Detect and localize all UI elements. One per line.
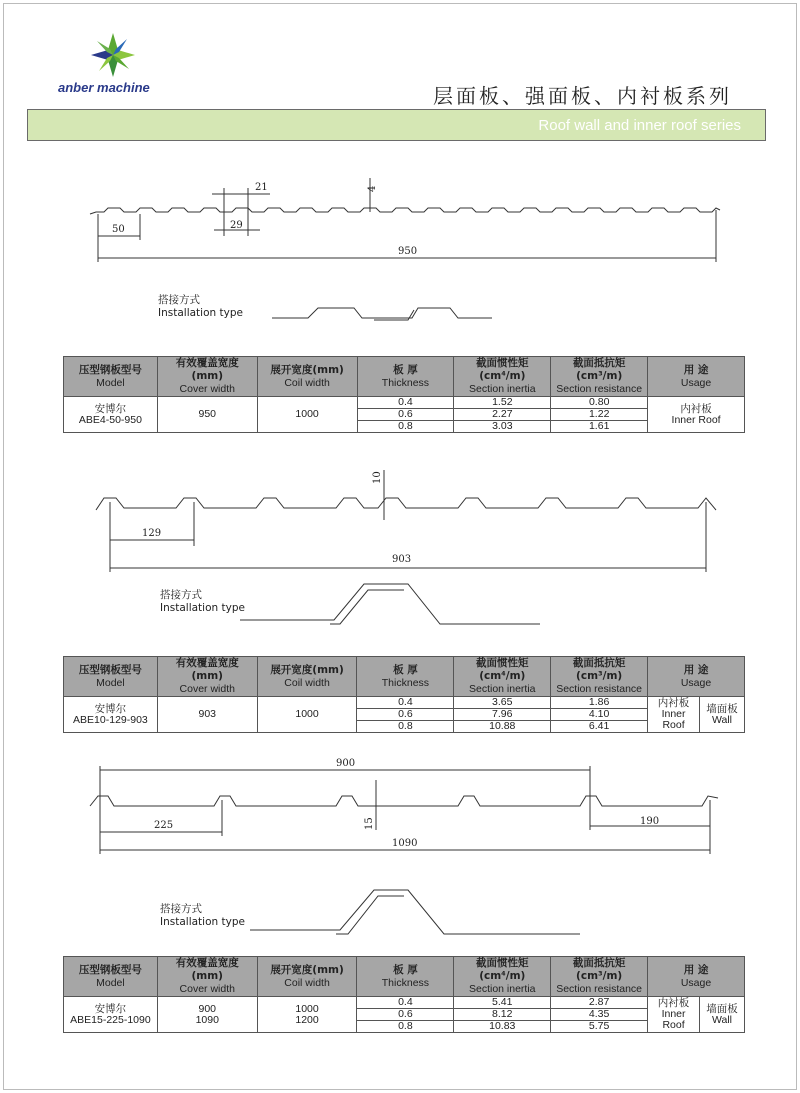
header-model: 压型钢板型号 Model — [64, 657, 158, 697]
logo-text: anber machine — [58, 80, 150, 95]
profile-drawing-3 — [0, 750, 800, 950]
coil-cell: 1000 — [257, 397, 357, 433]
cover-cell: 950 — [157, 397, 257, 433]
inertia-cell: 2.27 — [454, 409, 551, 421]
thickness-cell: 0.8 — [357, 1021, 454, 1033]
resistance-cell: 1.22 — [551, 409, 648, 421]
installation-label-3 — [160, 903, 245, 929]
installation-sketch-1 — [272, 308, 492, 320]
thickness-cell: 0.6 — [357, 709, 454, 721]
model-cell: 安博尔 ABE4-50-950 — [64, 397, 158, 433]
resistance-cell: 1.86 — [551, 697, 648, 709]
dim-1-rib-base: 29 — [230, 220, 243, 231]
dim-1-total: 950 — [398, 246, 418, 257]
header-coil: 展开宽度(mm) Coil width — [257, 657, 357, 697]
table-row — [64, 997, 745, 1009]
resistance-cell: 4.10 — [551, 709, 648, 721]
profile-3-outline — [90, 796, 718, 806]
header-coil: 展开宽度(mm) Coil width — [257, 357, 357, 397]
dim-2-total: 903 — [392, 554, 412, 565]
dim-1-height: 4 — [367, 185, 378, 192]
model-cell: 安博尔 ABE10-129-903 — [64, 697, 158, 733]
header-thickness: 板 厚 Thickness — [357, 357, 454, 397]
installation-label-2 — [160, 589, 245, 615]
installation-label-1-en: Installation type — [158, 307, 243, 319]
header-model: 压型钢板型号 Model — [64, 357, 158, 397]
table-row — [64, 397, 745, 409]
header-usage: 用 途 Usage — [648, 357, 745, 397]
table-1-header-row — [64, 357, 745, 397]
inertia-cell: 3.65 — [454, 697, 551, 709]
coil-cell: 1000 1200 — [257, 997, 357, 1033]
dim-2-height: 10 — [372, 471, 383, 484]
dim-1-pitch: 50 — [112, 224, 125, 235]
table-row — [64, 697, 745, 709]
header-thickness: 板 厚 Thickness — [357, 657, 454, 697]
profile-drawing-1 — [0, 0, 800, 340]
dim-3-pitch: 225 — [154, 820, 174, 831]
header-inertia: 截面惯性矩(cm⁴/m) Section inertia — [454, 957, 551, 997]
header-cover: 有效覆盖宽度(mm) Cover width — [157, 957, 257, 997]
spec-table-3 — [63, 956, 745, 1033]
installation-label-3-en: Installation type — [160, 916, 245, 928]
spec-table-1 — [63, 356, 745, 433]
spec-table-2 — [63, 656, 745, 733]
resistance-cell: 2.87 — [551, 997, 648, 1009]
header-usage: 用 途 Usage — [648, 957, 745, 997]
header-inertia: 截面惯性矩(cm⁴/m) Section inertia — [454, 657, 551, 697]
installation-label-1 — [158, 294, 243, 320]
dim-3-cover: 900 — [336, 758, 356, 769]
inertia-cell: 1.52 — [454, 397, 551, 409]
inertia-cell: 7.96 — [454, 709, 551, 721]
dim-3-height: 15 — [364, 817, 375, 830]
header-model: 压型钢板型号 Model — [64, 957, 158, 997]
usage-cell: 墙面板 Wall — [700, 997, 745, 1033]
resistance-cell: 5.75 — [551, 1021, 648, 1033]
table-3-header-row — [64, 957, 745, 997]
profile-2-outline — [96, 498, 716, 510]
coil-cell: 1000 — [257, 697, 357, 733]
usage-cell: 内衬板 Inner Roof — [648, 397, 745, 433]
usage-cell: 内衬板 Inner Roof — [648, 697, 700, 733]
thickness-cell: 0.4 — [357, 397, 454, 409]
table-2-header-row — [64, 657, 745, 697]
model-cell: 安博尔 ABE15-225-1090 — [64, 997, 158, 1033]
inertia-cell: 3.03 — [454, 421, 551, 433]
profile-1-outline — [90, 208, 720, 214]
inertia-cell: 5.41 — [454, 997, 551, 1009]
installation-sketch-3 — [250, 890, 580, 934]
thickness-cell: 0.4 — [357, 697, 454, 709]
header-resistance: 截面抵抗矩(cm³/m) Section resistance — [551, 657, 648, 697]
dim-1-rib-top: 21 — [255, 182, 268, 193]
header-cover: 有效覆盖宽度(mm) Cover width — [157, 357, 257, 397]
thickness-cell: 0.8 — [357, 721, 454, 733]
dim-3-total: 1090 — [392, 838, 418, 849]
cover-cell: 900 1090 — [157, 997, 257, 1033]
dim-3-edge: 190 — [640, 816, 660, 827]
usage-cell: 墙面板 Wall — [700, 697, 745, 733]
header-cover: 有效覆盖宽度(mm) Cover width — [157, 657, 257, 697]
resistance-cell: 1.61 — [551, 421, 648, 433]
thickness-cell: 0.6 — [357, 409, 454, 421]
inertia-cell: 8.12 — [454, 1009, 551, 1021]
header-usage: 用 途 Usage — [648, 657, 745, 697]
resistance-cell: 6.41 — [551, 721, 648, 733]
thickness-cell: 0.4 — [357, 997, 454, 1009]
header-resistance: 截面抵抗矩(cm³/m) Section resistance — [551, 357, 648, 397]
installation-label-2-cn: 搭接方式 — [160, 589, 202, 601]
header-thickness: 板 厚 Thickness — [357, 957, 454, 997]
thickness-cell: 0.8 — [357, 421, 454, 433]
installation-label-1-cn: 搭接方式 — [158, 294, 200, 306]
resistance-cell: 0.80 — [551, 397, 648, 409]
profile-drawing-2 — [0, 440, 800, 640]
inertia-cell: 10.83 — [454, 1021, 551, 1033]
usage-cell: 内衬板 Inner Roof — [648, 997, 700, 1033]
installation-sketch-2 — [240, 584, 540, 624]
cover-cell: 903 — [157, 697, 257, 733]
header-resistance: 截面抵抗矩(cm³/m) Section resistance — [551, 957, 648, 997]
installation-label-2-en: Installation type — [160, 602, 245, 614]
header-inertia: 截面惯性矩(cm⁴/m) Section inertia — [454, 357, 551, 397]
resistance-cell: 4.35 — [551, 1009, 648, 1021]
dim-2-pitch: 129 — [142, 528, 162, 539]
banner-title: Roof wall and inner roof series — [538, 117, 741, 134]
header-coil: 展开宽度(mm) Coil width — [257, 957, 357, 997]
inertia-cell: 10.88 — [454, 721, 551, 733]
installation-label-3-cn: 搭接方式 — [160, 903, 202, 915]
thickness-cell: 0.6 — [357, 1009, 454, 1021]
page-title: 层面板、强面板、内衬板系列 — [433, 84, 732, 108]
